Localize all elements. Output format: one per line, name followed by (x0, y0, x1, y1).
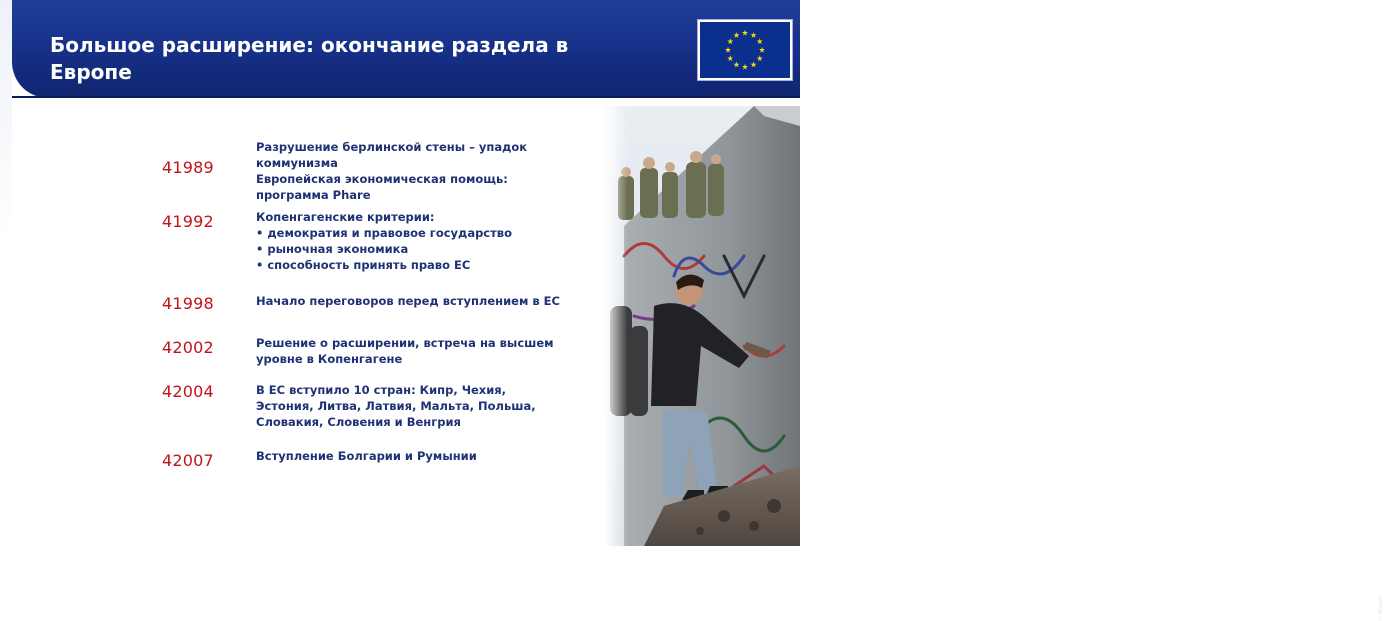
year-label: 42002 (162, 338, 214, 357)
year-label: 41989 (162, 158, 214, 177)
desc-line: В ЕС вступило 10 стран: Кипр, Чехия, (256, 383, 507, 397)
desc-line: • демократия и правовое государство (256, 226, 512, 240)
timeline-description (256, 139, 606, 203)
year-label: 41992 (162, 212, 214, 231)
desc-line: Разрушение берлинской стены – упадок (256, 140, 528, 154)
desc-line: • рыночная экономика (256, 242, 409, 256)
year-label: 42004 (162, 382, 214, 401)
year-label: 41998 (162, 294, 214, 313)
desc-line: программа Phare (256, 188, 371, 202)
timeline-description (256, 209, 606, 273)
title-line-2: Европе (50, 60, 132, 84)
desc-line: Начало переговоров перед вступлением в ЕС (256, 294, 560, 308)
year-label: 42007 (162, 451, 214, 470)
desc-line: Копенгагенские критерии: (256, 210, 435, 224)
desc-line: Решение о расширении, встреча на высшем (256, 336, 554, 350)
desc-line: Вступление Болгарии и Румынии (256, 449, 477, 463)
photo-credit: © Reuters (1378, 595, 1384, 621)
title-line-1: Большое расширение: окончание раздела в (50, 33, 569, 57)
slide-header (12, 0, 800, 98)
desc-line: Эстония, Литва, Латвия, Мальта, Польша, (256, 399, 536, 413)
desc-line: уровне в Копенгагене (256, 352, 403, 366)
timeline-description (256, 293, 606, 309)
desc-line: • способность принять право ЕС (256, 258, 471, 272)
timeline-description (256, 382, 606, 430)
left-band (0, 0, 12, 600)
eu-flag-icon (698, 20, 792, 80)
timeline-description (256, 335, 606, 367)
desc-line: Европейская экономическая помощь: (256, 172, 508, 186)
slide-title (50, 32, 650, 86)
desc-line: Словакия, Словения и Венгрия (256, 415, 461, 429)
timeline-description (256, 448, 606, 464)
berlin-wall-photo (604, 106, 1384, 621)
desc-line: коммунизма (256, 156, 338, 170)
